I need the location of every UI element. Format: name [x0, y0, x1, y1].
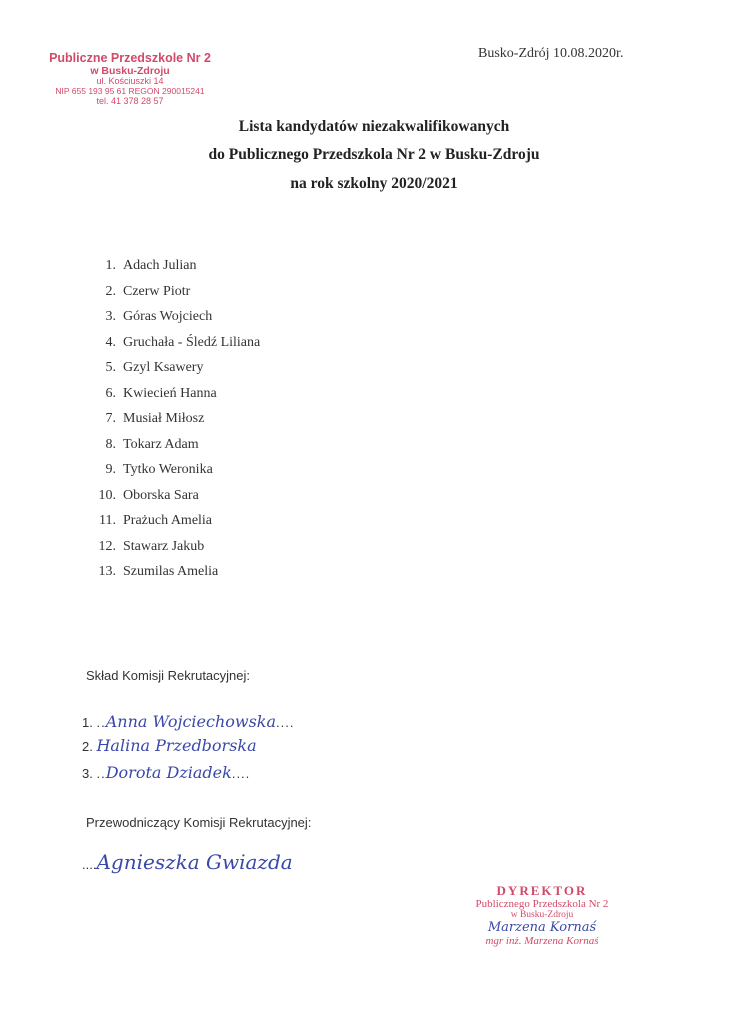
school-town: w Busku-Zdroju — [90, 64, 170, 77]
handwritten-signature: Agnieszka Gwiazda — [96, 850, 293, 874]
list-item-name: Adach Julian — [123, 258, 197, 273]
commission-member-3: 3. ..Dorota Dziadek.... — [82, 763, 251, 782]
school-stamp — [30, 52, 230, 106]
list-item — [0, 309, 400, 329]
list-item-name: Tytko Weronika — [123, 462, 213, 477]
list-item — [0, 360, 400, 380]
document-title-line-3: na rok szkolny 2020/2021 — [290, 175, 458, 192]
document-title-line-2: do Publicznego Przedszkola Nr 2 w Busku-Zdroju — [208, 146, 540, 163]
list-item-number: 13. — [98, 564, 116, 579]
handwritten-signature: Dorota Dziadek — [105, 763, 232, 782]
school-street: ul. Kościuszki 14 — [96, 76, 164, 87]
list-item — [0, 411, 400, 431]
commission-member-2 — [82, 736, 257, 755]
list-item — [0, 488, 400, 508]
list-item-name: Szumilas Amelia — [123, 564, 219, 579]
document-title-line-1: Lista kandydatów niezakwalifikowanych — [238, 118, 510, 135]
handwritten-signature: Halina Przedborska — [96, 736, 257, 755]
list-item-name: Czerw Piotr — [123, 283, 191, 299]
list-item-number: 5. — [105, 360, 116, 375]
director-stamp-title: DYREKTOR — [496, 883, 588, 898]
list-item-number: 9. — [105, 462, 116, 477]
list-item-number: 12. — [98, 538, 116, 554]
list-item-number: 6. — [105, 385, 116, 401]
list-item — [0, 437, 400, 457]
member-number: 3. — [82, 766, 93, 781]
list-item — [0, 539, 400, 559]
list-item-name: Kwiecień Hanna — [123, 385, 217, 401]
chair-label: Przewodniczący Komisji Rekrutacyjnej: — [86, 815, 312, 830]
director-stamp-town: w Busku-Zdroju — [510, 910, 574, 921]
director-stamp-org: Publicznego Przedszkola Nr 2 — [475, 898, 609, 911]
list-item-name: Stawarz Jakub — [123, 538, 205, 554]
list-item — [0, 564, 400, 584]
school-ids: NIP 655 193 95 61 REGON 290015241 — [55, 86, 205, 97]
director-stamp — [452, 884, 632, 947]
list-item-number: 11. — [99, 513, 116, 528]
list-item-name: Oborska Sara — [123, 487, 199, 503]
list-item-name: Tokarz Adam — [123, 436, 199, 452]
place-date: Busko-Zdrój 10.08.2020r. — [478, 46, 624, 61]
list-item — [0, 386, 400, 406]
list-item-number: 3. — [105, 309, 116, 324]
list-item-number: 2. — [105, 283, 116, 299]
list-item-number: 4. — [105, 334, 116, 350]
list-item-number: 7. — [105, 411, 116, 426]
list-item-number: 10. — [98, 487, 116, 503]
director-name: mgr inż. Marzena Kornaś — [485, 935, 599, 948]
list-item — [0, 284, 400, 304]
member-number: 2. — [82, 739, 93, 754]
list-item-number: 8. — [105, 436, 116, 452]
member-number: 1. — [82, 715, 93, 730]
chair-signature-line: ....Agnieszka Gwiazda — [82, 850, 293, 874]
list-item — [0, 462, 400, 482]
school-name: Publiczne Przedszkole Nr 2 — [49, 51, 211, 65]
list-item — [0, 335, 400, 355]
list-item — [0, 513, 400, 533]
list-item-number: 1. — [105, 258, 116, 273]
list-item — [0, 258, 400, 278]
school-phone: tel. 41 378 28 57 — [96, 95, 164, 106]
list-item-name: Góras Wojciech — [123, 309, 213, 324]
list-item-name: Gzyl Ksawery — [123, 360, 204, 375]
list-item-name: Musiał Miłosz — [123, 411, 205, 426]
commission-label: Skład Komisji Rekrutacyjnej: — [86, 668, 251, 683]
handwritten-signature: Anna Wojciechowska — [105, 712, 277, 731]
commission-member-1: 1. ..Anna Wojciechowska.... — [82, 712, 295, 731]
handwritten-signature: Marzena Kornaś — [487, 919, 597, 935]
list-item-name: Gruchała - Śledź Liliana — [123, 334, 261, 350]
list-item-name: Prażuch Amelia — [123, 513, 213, 528]
